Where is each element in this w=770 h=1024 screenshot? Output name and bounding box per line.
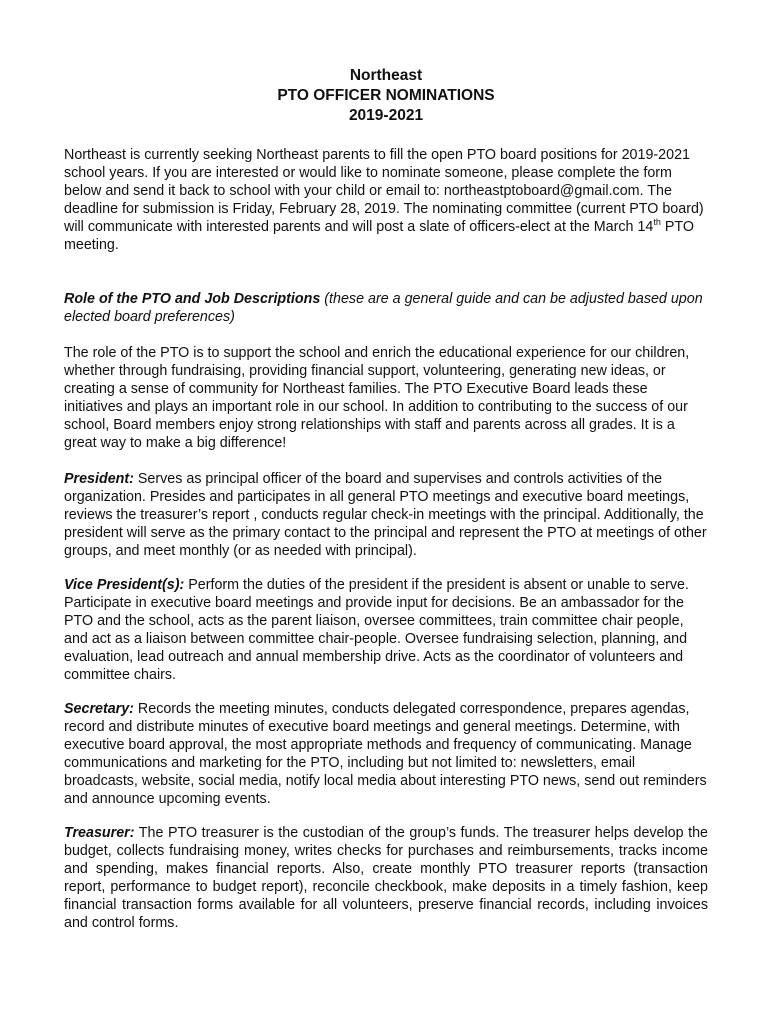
job-label-secretary: Secretary: — [64, 701, 134, 717]
job-secretary — [64, 700, 708, 808]
intro-text: Northeast is currently seeking Northeast parents to fill the open PTO board positions for 2019-2021 school years. If you are interested or would like to nominate someone, please complete the form below and send it back to school with your child or email to: northeastptoboard@gmail.com. The deadline for submission is Friday, February 28, 2019. The nominating committee (current PTO board) will communicate with interested parents and will post a slate of officers-elect at the March 14 — [64, 147, 704, 235]
job-text-president: Serves as principal officer of the board and supervises and controls activities of the organization. Presides and participates in all general PTO meetings and executive board meetings, reviews the treasurer’s report , conducts regular check-in meetings with the principal. Additionally, the president will serve as the primary contact to the principal and represent the PTO at meetings of other groups, and meet monthly (or as needed with principal). — [64, 471, 707, 559]
job-text-treasurer: The PTO treasurer is the custodian of the group’s funds. The treasurer helps develop the budget, collects fundraising money, writes checks for purchases and reimbursements, tracks income and spending, makes financial reports. Also, create monthly PTO treasurer reports (transaction report, performance to budget report), reconcile checkbook, make deposits in a timely fashion, keep financial transaction forms available for all volunteers, preserve financial records, including invoices and control forms. — [64, 825, 708, 931]
intro-paragraph — [64, 146, 708, 254]
role-heading-note: (these are a general guide and can be adjusted based upon elected board preferences) — [64, 291, 703, 325]
job-president — [64, 470, 708, 560]
document-header — [64, 66, 708, 126]
job-label-treasurer: Treasurer: — [64, 825, 135, 841]
job-text-vice-president: Perform the duties of the president if the president is absent or unable to serve. Participate in executive board meetings and provide input for decisions. Be an ambassador for the PTO and the school, acts as the parent liaison, oversee committees, train committee chair people, and act as a liaison between committee chair-people. Oversee fundraising selection, planning, and evaluation, lead outreach and annual membership drive. Acts as the coordinator of volunteers and committee chairs. — [64, 577, 689, 683]
document-title: PTO OFFICER NOMINATIONS — [277, 87, 495, 104]
role-section-heading — [64, 290, 708, 326]
job-vice-president — [64, 576, 708, 684]
term-years: 2019-2021 — [348, 107, 424, 124]
role-overview-paragraph: The role of the PTO is to support the school and enrich the educational experience for our children, whether through fundraising, providing financial support, volunteering, generating new ideas, or creating a sense of community for Northeast families. The PTO Executive Board leads these initiatives and plays an important role in our school. In addition to contributing to the success of our school, Board members enjoy strong relationships with staff and parents across all grades. It is a great way to make a big difference! — [64, 345, 690, 451]
intro-text-end: PTO meeting. — [64, 219, 694, 253]
school-name: Northeast — [349, 67, 423, 84]
job-label-vice-president: Vice President(s): — [64, 577, 185, 593]
document-page — [64, 66, 708, 948]
job-label-president: President: — [64, 471, 134, 487]
job-treasurer — [64, 824, 708, 932]
role-heading-title: Role of the PTO and Job Descriptions — [64, 291, 321, 307]
intro-superscript: th — [653, 217, 661, 227]
job-text-secretary: Records the meeting minutes, conducts delegated correspondence, prepares agendas, record and distribute minutes of executive board meetings and general meetings. Determine, with executive board approval, the most appropriate methods and frequency of communicating. Manage communications and marketing for the PTO, including but not limited to: newsletters, email broadcasts, website, social media, notify local media about interesting PTO news, send out reminders and announce upcoming events. — [64, 701, 707, 807]
